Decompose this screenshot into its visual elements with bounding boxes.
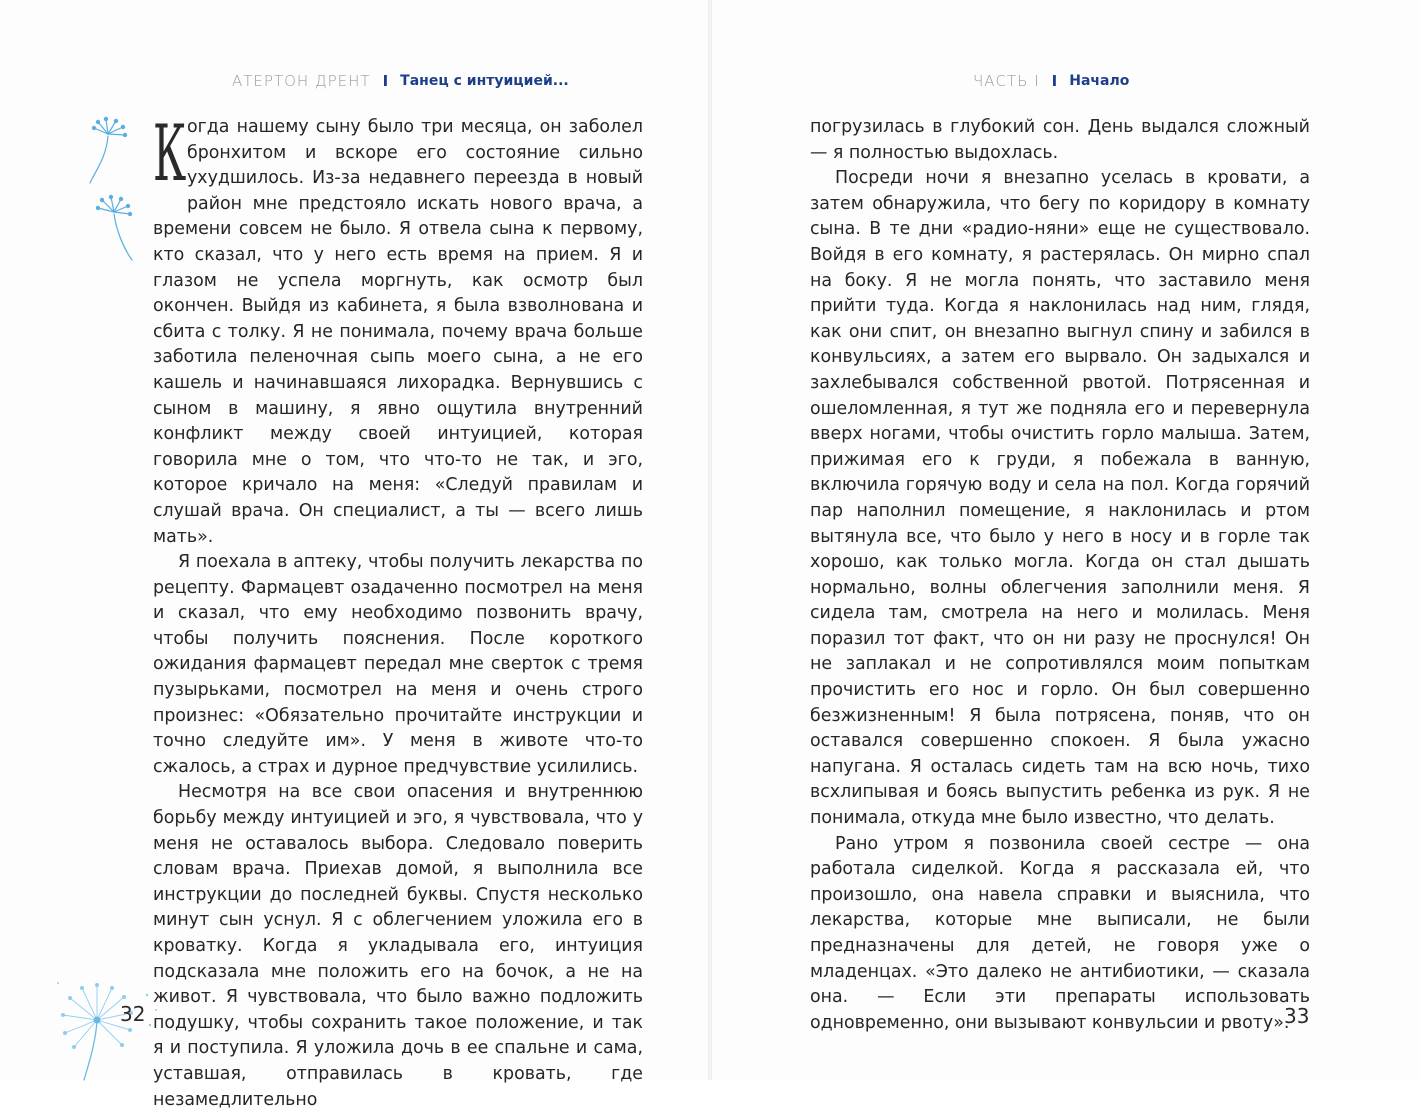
running-head-chapter: Начало <box>1069 73 1130 89</box>
paragraph: Я поехала в аптеку, чтобы получить лекарства по рецепту. Фармацевт озадаченно посмотрел на меня и сказал, что ему необходимо позвонить врачу, чтобы получить пояснения. После короткого ожидания фармацевт передал мне сверток с тремя пузырьками, посмотрел на меня и очень строго произнес: «Обязательно прочитайте инструкции и точно следуйте им». У меня в животе что-то сжалось, а страх и дурное предчувствие усилились. <box>153 552 643 777</box>
right-running-head <box>973 70 1129 92</box>
paragraph-text: огда нашему сыну было три месяца, он заболел бронхитом и вскоре его состояние сильно ухудшилось. Из-за недавнего переезда в новый район мне предстояло искать нового врача, а времени совсем не было. Я отвела сына к первому, кто сказал, что у него есть время на прием. Я и глазом не успела моргнуть, как осмотр был окончен. Выйдя из кабинета, я была взволнована и сбита с толку. Я не понимала, почему врача больше заботила пеленочная сыпь моего сына, а не его кашель и начинавшаяся лихорадка. Вернувшись с сыном в машину, я явно ощутила внутренний конфликт между своей интуицией, которая говорила мне о том, что что-то не так, и эго, которое кричало на меня: «Следуй правилам и слушай врача. Он специалист, а ты — всего лишь мать». <box>153 117 643 547</box>
right-page-body <box>810 115 1310 1036</box>
running-head-separator: I <box>382 72 389 90</box>
dandelion-seeds-icon <box>80 108 140 268</box>
page-number-right: 33 <box>1284 1004 1310 1028</box>
running-head-author: АТЕРТОН ДРЕНТ <box>232 72 371 90</box>
paragraph: Посреди ночи я внезапно уселась в кровати, а затем обнаружила, что бегу по коридору в комнату сына. В те дни «радио-няни» еще не существовало. Войдя в его комнату, я растерялась. Он мирно спал на боку. Я не могла понять, что заставило меня прийти туда. Когда я наклонилась над ним, глядя, как они спит, он внезапно выгнул спину и забился в конвульсиях, а затем его вырвало. Он задыхался и захлебывался собственной рвотой. Потрясенная и ошеломленная, я тут же подняла его и перевернула вверх ногами, чтобы очистить горло малыша. Затем, прижимая его к груди, я побежала в ванную, включила горячую воду и села на пол. Когда горячий пар наполнил помещение, я наклонилась и ртом вытянула все, что было у него в носу и в горле так хорошо, как только могла. Когда он стал дышать нормально, волны облегчения заполнили меня. Я сидела там, смотрела на него и молилась. Меня поразил тот факт, что он ни разу не проснулся! Он не заплакал и не сопротивлялся моим попыткам прочистить его нос и горло. Он был совершенно безжизненным! Я была потрясена, поняв, что он оставался совершенно спокоен. Я была ужасно напугана. Я осталась сидеть там на всю ночь, тихо всхлипывая и боясь выпустить ребенка из рук. Я не понимала, откуда мне было известно, что делать. <box>810 168 1310 829</box>
paragraph: Несмотря на все свои опасения и внутреннюю борьбу между интуицией и эго, я чувствовала, что у меня не оставалось выбора. Следовало поверить словам врача. Приехав домой, я выполнила все инструкции до последней буквы. Спустя несколько минут сын уснул. Я с облегчением уложила его в кроватку. Когда я укладывала его, интуиция подсказала мне положить его на бочок, а не на живот. Я чувствовала, что было важно подложить подушку, чтобы сохранить такое положение, и так я и поступила. Я уложила дочь в ее спальне и сама, уставшая, отправилась в кровать, где незамедлительно <box>153 782 643 1110</box>
left-running-head <box>232 70 569 92</box>
running-head-part: ЧАСТЬ I <box>973 72 1040 90</box>
dandelion-flower-icon <box>52 975 172 1080</box>
running-head-separator: I <box>1051 72 1058 90</box>
drop-cap: К <box>153 109 187 199</box>
left-page-body <box>153 109 643 1113</box>
paragraph: погрузилась в глубокий сон. День выдался сложный — я полностью выдохлась. <box>810 117 1310 163</box>
running-head-book-title: Танец с интуицией... <box>400 73 569 89</box>
book-gutter <box>708 0 712 1080</box>
paragraph: Рано утром я позвонила своей сестре — она работала сиделкой. Когда я рассказала ей, что произошло, она навела справки и выяснила, что лекарства, которые мне выписали, не были предназначены для детей, не говоря уже о младенцах. «Это далеко не антибиотики, — сказала она. — Если эти препараты использовать одновременно, они вызывают конвульсии и рвоту». <box>810 833 1310 1033</box>
page-number-left: 32 <box>120 1002 146 1026</box>
paragraph <box>153 109 643 550</box>
